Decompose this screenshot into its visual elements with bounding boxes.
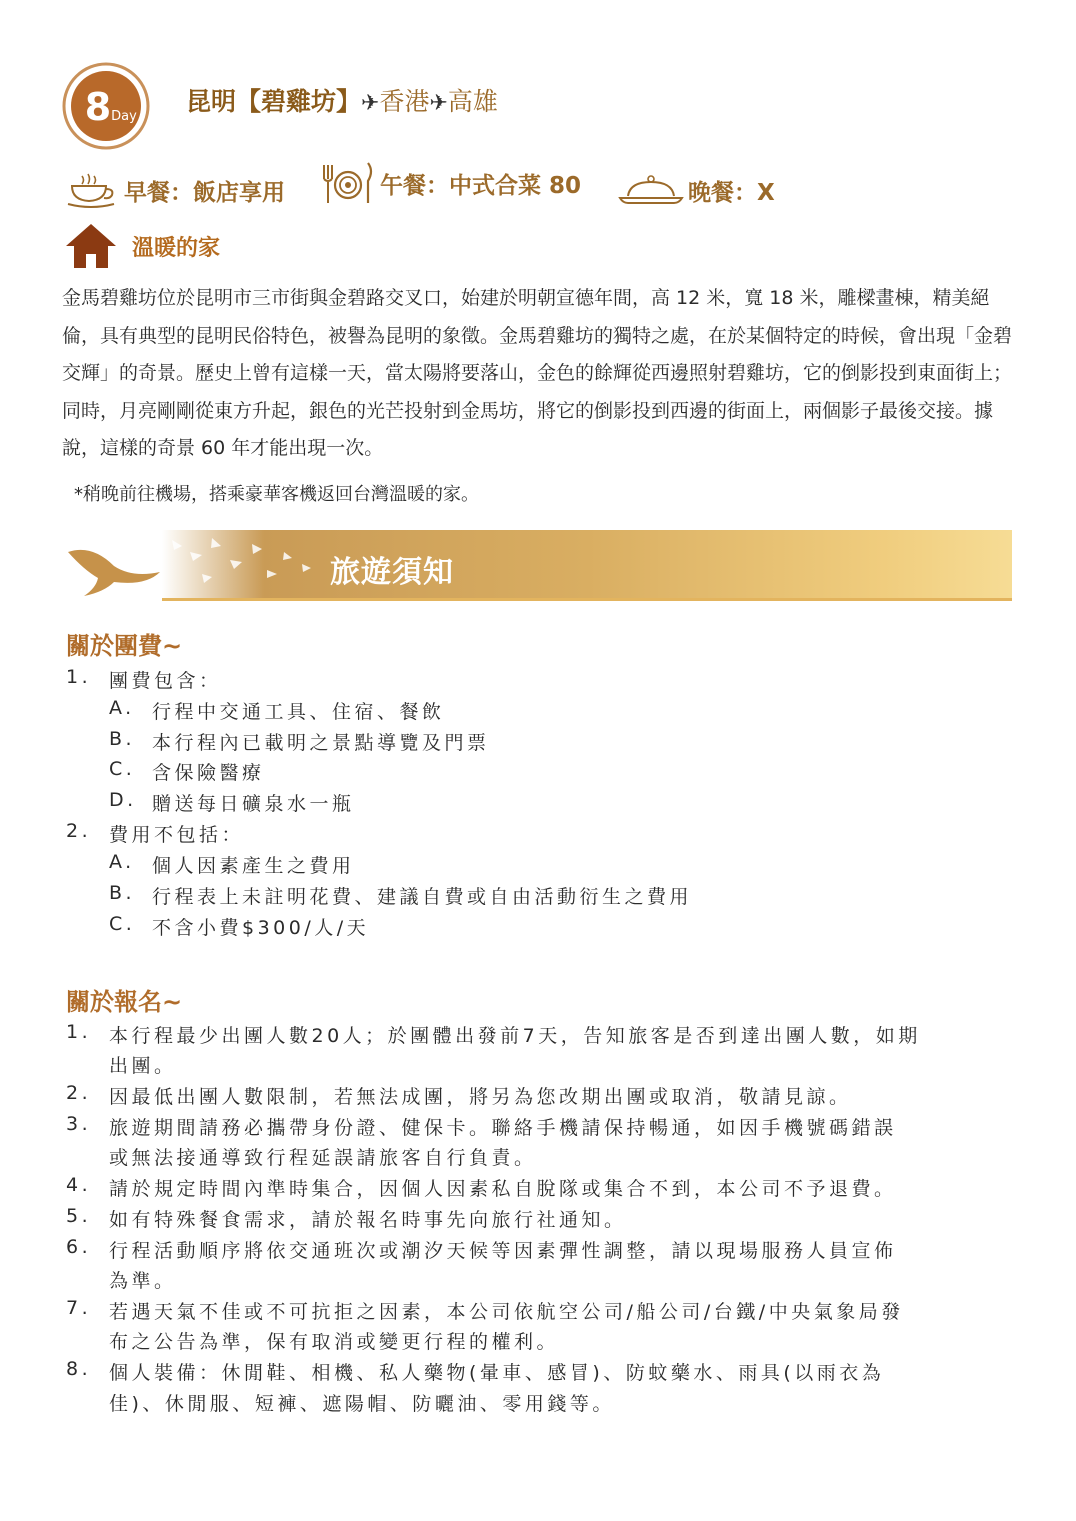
item-number: 4. (66, 1174, 92, 1196)
coffee-cup-icon (66, 172, 120, 208)
item-text: 費用不包括： (109, 824, 245, 846)
title-dest-1: 香港 (379, 87, 430, 116)
bird-icon (68, 550, 160, 596)
item-number: 6. (66, 1236, 92, 1258)
title-spot: 【碧雞坊】 (236, 87, 362, 116)
plate-cutlery-icon (320, 159, 376, 207)
sub-letter: B. (109, 882, 136, 904)
sub-letter: D. (109, 789, 137, 811)
sub-letter: C. (109, 758, 136, 780)
item-number: 3. (66, 1113, 92, 1135)
dinner-text: 晚餐：X (688, 179, 775, 206)
sub-letter: A. (109, 697, 135, 719)
item-text: 或無法接通導致行程延誤請旅客自行負責。 (109, 1147, 537, 1169)
sub-text: 行程表上未註明花費、建議自費或自由活動衍生之費用 (152, 886, 693, 908)
return-note: *稍晚前往機場，搭乘豪華客機返回台灣溫暖的家。 (74, 484, 479, 505)
item-number: 5. (66, 1205, 92, 1227)
item-text: 若遇天氣不佳或不可抗拒之因素，本公司依航空公司/船公司/台鐵/中央氣象局發 (109, 1301, 904, 1323)
sub-text: 贈送每日礦泉水一瓶 (152, 793, 355, 815)
day-number: 8 (84, 85, 112, 129)
sub-text: 含保險醫療 (152, 762, 265, 784)
house-icon (64, 222, 118, 270)
cloche-icon (618, 174, 684, 206)
dinner (618, 170, 775, 210)
item-text: 旅遊期間請務必攜帶身份證、健保卡。聯絡手機請保持暢通，如因手機號碼錯誤 (109, 1117, 897, 1139)
banner-title: 旅遊須知 (330, 555, 454, 590)
sub-letter: C. (109, 913, 136, 935)
day-title (186, 82, 498, 118)
plane-icon: ✈ (361, 91, 380, 116)
sub-letter: A. (109, 851, 135, 873)
hotel-row (64, 222, 220, 270)
hotel-text: 溫暖的家 (132, 235, 221, 261)
item-text: 個人裝備：休閒鞋、相機、私人藥物(暈車、感冒)、防蚊藥水、雨具(以雨衣為 (109, 1362, 885, 1384)
item-text: 布之公告為準，保有取消或變更行程的權利。 (109, 1331, 560, 1353)
lunch (320, 156, 581, 210)
item-text: 如有特殊餐食需求，請於報名時事先向旅行社通知。 (109, 1209, 627, 1231)
fee-section-title: 關於團費~ (66, 632, 183, 660)
sub-text: 個人因素產生之費用 (152, 855, 355, 877)
sub-letter: B. (109, 728, 136, 750)
item-number: 7. (66, 1297, 92, 1319)
item-text: 團費包含： (109, 670, 222, 692)
day-badge (62, 60, 154, 150)
item-number: 2. (66, 1082, 92, 1104)
title-city: 昆明 (186, 87, 237, 116)
title-dest-2: 高雄 (447, 87, 498, 116)
item-text: 因最低出團人數限制，若無法成團，將另為您改期出團或取消，敬請見諒。 (109, 1086, 852, 1108)
day-unit: Day (111, 109, 137, 124)
plane-icon: ✈ (429, 91, 448, 116)
section-banner (62, 530, 1012, 602)
item-number: 1. (66, 666, 92, 688)
item-text: 為準。 (109, 1270, 177, 1292)
signup-section-title: 關於報名~ (66, 988, 183, 1016)
sub-text: 行程中交通工具、住宿、餐飲 (152, 701, 445, 723)
item-text: 請於規定時間內準時集合，因個人因素私自脫隊或集合不到，本公司不予退費。 (109, 1178, 897, 1200)
sub-text: 本行程內已載明之景點導覽及門票 (152, 732, 490, 754)
item-text: 出團。 (109, 1055, 177, 1077)
lunch-text: 午餐：中式合菜 80 (380, 172, 582, 199)
breakfast-text: 早餐：飯店享用 (124, 179, 285, 206)
item-text: 佳)、休閒服、短褲、遮陽帽、防曬油、零用錢等。 (109, 1393, 615, 1415)
item-text: 本行程最少出團人數20人；於團體出發前7天，告知旅客是否到達出團人數，如期 (109, 1025, 921, 1047)
breakfast (66, 170, 285, 210)
sub-text: 不含小費$300/人/天 (152, 917, 370, 939)
item-number: 1. (66, 1021, 92, 1043)
attraction-description: 金馬碧雞坊位於昆明市三市街與金碧路交叉口，始建於明朝宣德年間，高 12 米，寬 18 米，雕樑畫棟，精美絕倫，具有典型的昆明民俗特色，被譽為昆明的象徵。金馬碧雞坊的獨特之處，在於某個特定的時候，會出現「金碧交輝」的奇景。歷史上曾有這樣一天，當太陽將要落山，金色的餘輝從西邊照射碧雞坊，它的倒影投到東面街上；同時，月亮剛剛從東方升起，銀色的光芒投射到金馬坊，將它的倒影投到西邊的街面上，兩個影子最後交接。據說，這樣的奇景 60 年才能出現一次。 (62, 287, 1013, 459)
item-text: 行程活動順序將依交通班次或潮汐天候等因素彈性調整，請以現場服務人員宣佈 (109, 1240, 897, 1262)
item-number: 2. (66, 820, 92, 842)
item-number: 8. (66, 1358, 92, 1380)
